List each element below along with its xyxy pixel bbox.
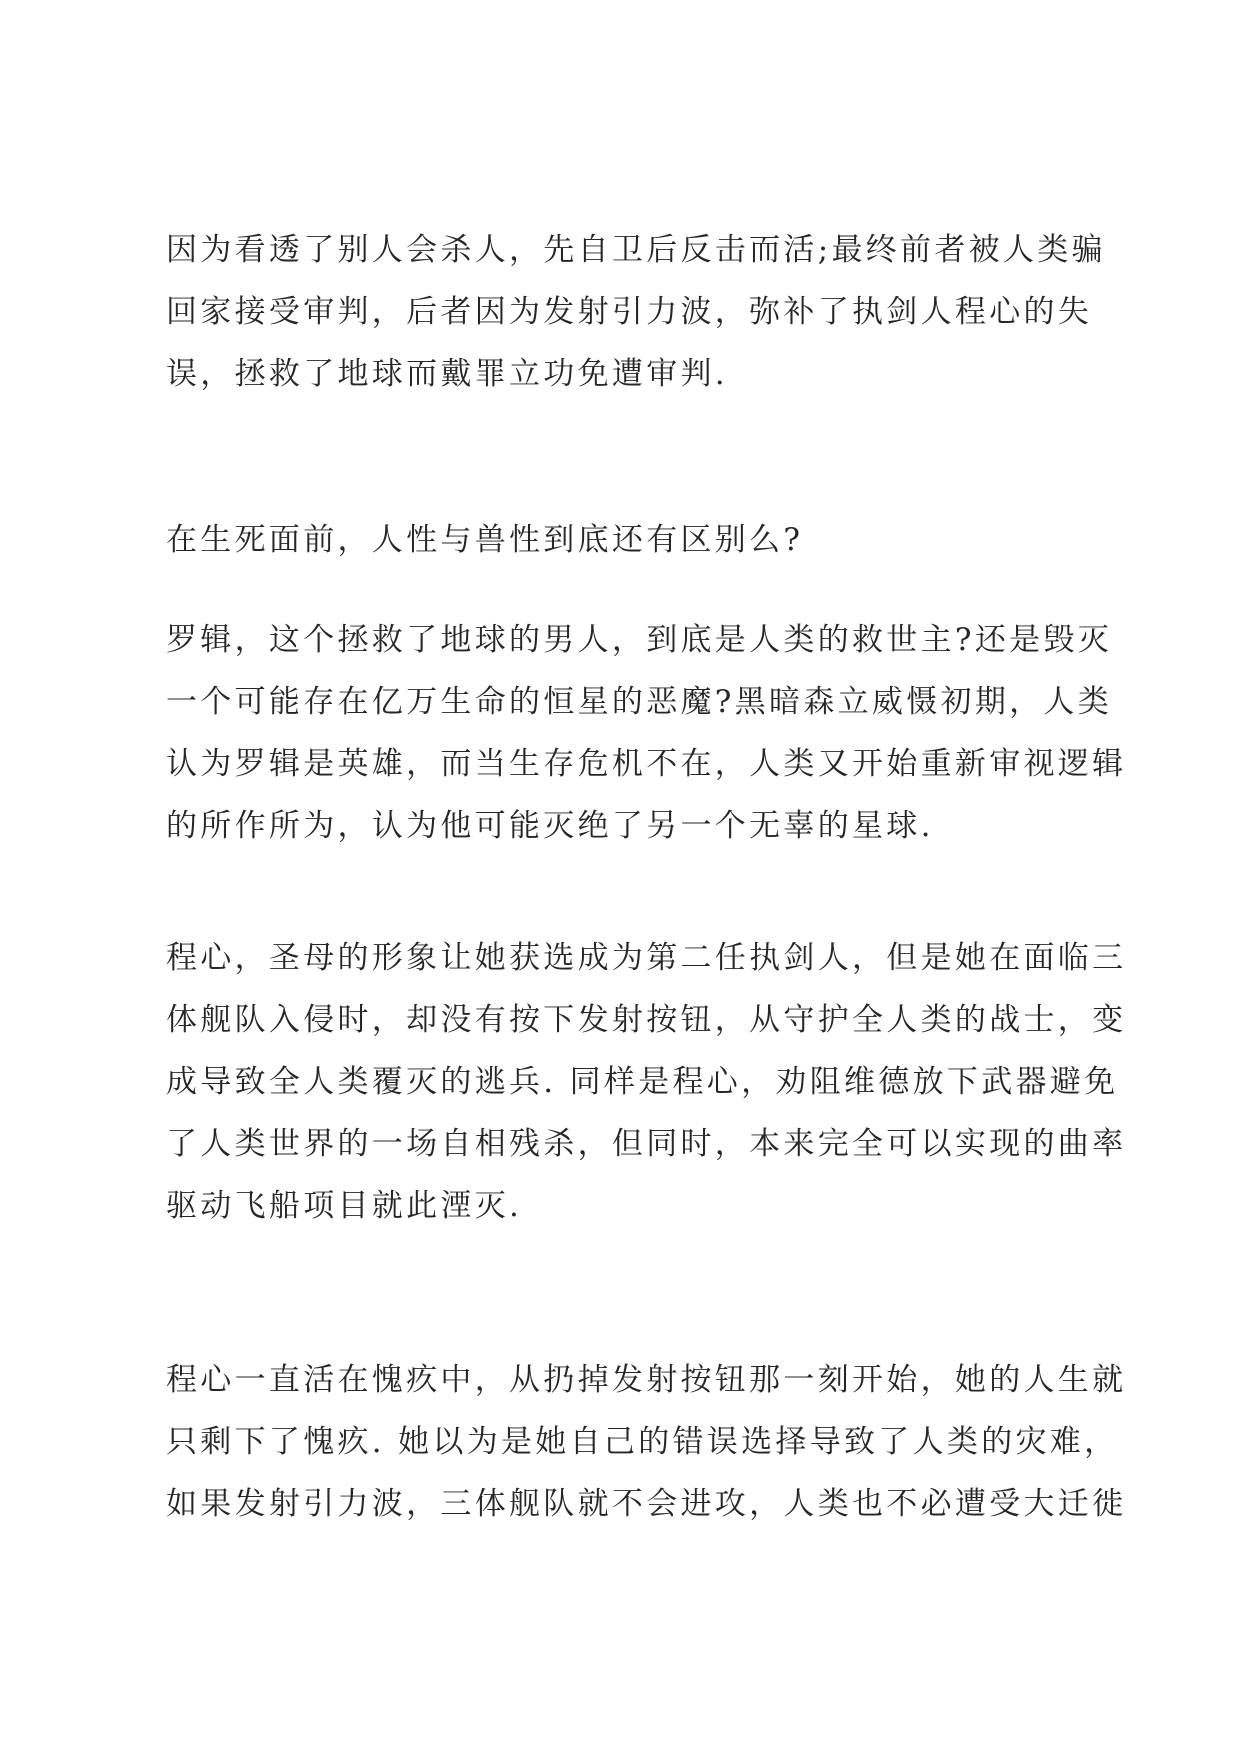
paragraph-5	[166, 1349, 1127, 1535]
text-line: 回家接受审判，后者因为发射引力波，弥补了执剑人程心的失	[166, 294, 1093, 330]
text-line: 误，拯救了地球而戴罪立功免遭审判.	[166, 356, 728, 392]
text-line: 的所作所为，认为他可能灭绝了另一个无辜的星球.	[166, 808, 934, 844]
text-line: 因为看透了别人会杀人，先自卫后反击而活;最终前者被人类骗	[166, 232, 1106, 268]
paragraph-4	[166, 927, 1127, 1237]
text-line: 了人类世界的一场自相残杀，但同时，本来完全可以实现的曲率	[166, 1126, 1127, 1162]
text-line: 体舰队入侵时，却没有按下发射按钮，从守护全人类的战士，变	[166, 1002, 1127, 1038]
text-line: 只剩下了愧疚. 她以为是她自己的错误选择导致了人类的灾难，	[166, 1424, 1119, 1460]
text-line: 认为罗辑是英雄，而当生存危机不在，人类又开始重新审视逻辑	[166, 746, 1127, 782]
text-line: 罗辑，这个拯救了地球的男人，到底是人类的救世主?还是毁灭	[166, 622, 1113, 658]
text-line: 一个可能存在亿万生命的恒星的恶魔?黑暗森立威慑初期，人类	[166, 684, 1113, 720]
paragraph-2	[166, 509, 1096, 571]
text-line: 程心，圣母的形象让她获选成为第二任执剑人，但是她在面临三	[166, 940, 1127, 976]
text-line: 如果发射引力波，三体舰队就不会进攻，人类也不必遭受大迁徙	[166, 1486, 1127, 1522]
text-line: 程心一直活在愧疚中，从扔掉发射按钮那一刻开始，她的人生就	[166, 1362, 1127, 1398]
text-line: 驱动飞船项目就此湮灭.	[166, 1188, 523, 1224]
text-line: 在生死面前，人性与兽性到底还有区别么?	[166, 522, 804, 558]
paragraph-3	[166, 609, 1127, 857]
paragraph-1	[166, 219, 1106, 405]
text-line: 成导致全人类覆灭的逃兵. 同样是程心，劝阻维德放下武器避免	[166, 1064, 1119, 1100]
